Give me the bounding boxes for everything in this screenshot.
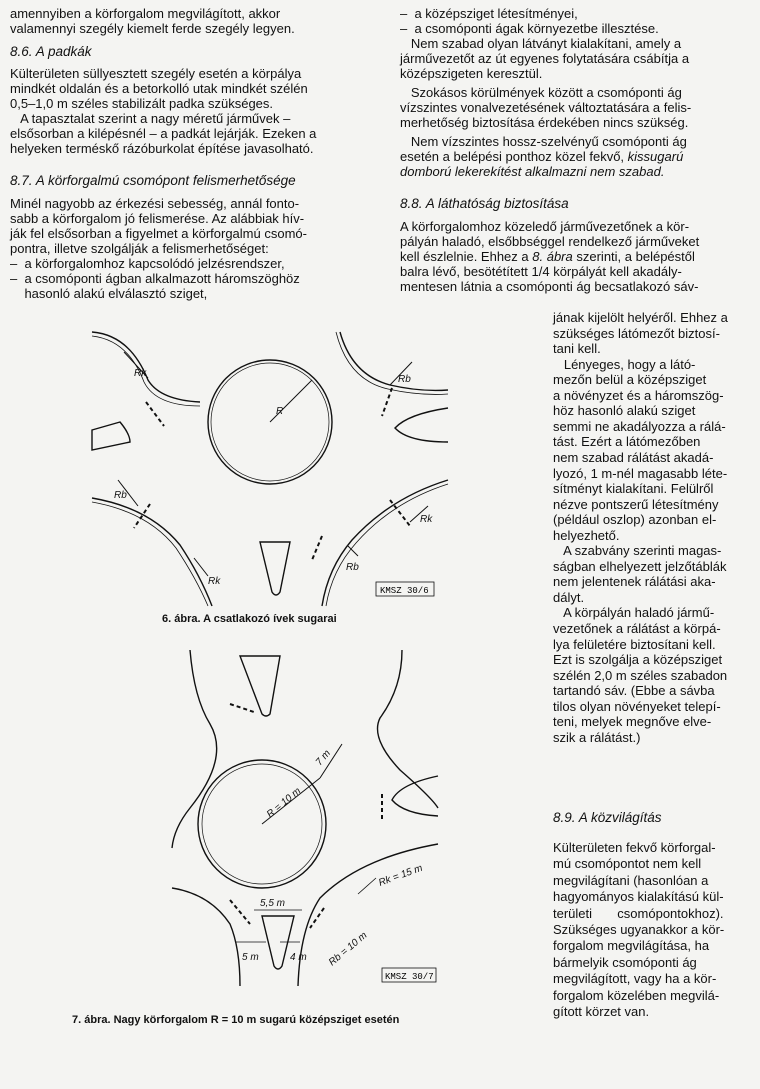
figure-7-caption: 7. ábra. Nagy körforgalom R = 10 m sugarú középsziget esetén xyxy=(72,1014,400,1026)
splitter-bottom xyxy=(260,542,290,595)
text-line: megvilágítani (hasonlóan a xyxy=(553,872,709,888)
text-line: ságban elhelyezett jelzőtáblák xyxy=(553,558,727,574)
text-line: vezetőnek a rálátást a körpá- xyxy=(553,621,721,636)
curb-bottom-left xyxy=(92,498,212,606)
text-line: megvilágított, vagy ha a kör- xyxy=(553,971,717,987)
text-line: lya felületére biztosítani kell. xyxy=(553,636,716,652)
text-line: valamennyi szegély kiemelt ferde szegély legyen. xyxy=(10,21,295,36)
text-line: mú csomópontot nem kell xyxy=(553,856,702,872)
text-line: középszigeten keresztül. xyxy=(400,66,543,81)
curb-top-left xyxy=(92,332,200,402)
text-line: Minél nagyobb az érkezési sebesség, annál fonto- xyxy=(10,196,300,211)
figure-7-drawing xyxy=(170,648,440,988)
text-line: Lényeges, hogy a látó- xyxy=(553,356,696,372)
text-line: Szükséges ugyanakkor a kör- xyxy=(553,922,725,937)
text-line: helyeken terméskő rázóburkolat építése javasolható. xyxy=(10,141,314,156)
text-line: Külterületen fekvő körforgal- xyxy=(553,840,716,855)
text-line: tartandó sáv. (Ebbe a sávba xyxy=(553,683,715,699)
label-r-10m: R = 10 m xyxy=(264,785,304,821)
text-line: pontra, illetve szolgálják a felismerhetőséget: xyxy=(10,241,269,256)
text-line: tilos olyan növényeket telepí- xyxy=(553,698,721,714)
text-line: mindkét oldalán és a betorkolló utak mindkét szélén xyxy=(10,81,308,96)
text-line: területi csomópontokhoz). xyxy=(553,905,724,921)
text-line: sítményt kialakítani. Felülről xyxy=(553,481,714,497)
text-line: mentesen látnia a csomóponti ág becsatlakozó sáv- xyxy=(400,279,699,294)
text-line: semmi ne akadályozza a rálá- xyxy=(553,418,726,434)
label-rb-bottom: Rb xyxy=(346,562,359,573)
text-line: merhetőség biztosítása érdekében nincs szükség. xyxy=(400,115,689,130)
text-line: bármelyik csomóponti ág xyxy=(553,954,697,970)
label-rb-top: Rb xyxy=(398,374,411,385)
text-line: tást. Ezért a látómezőben xyxy=(553,434,701,450)
text-line: 0,5–1,0 m széles stabilizált padka szükséges. xyxy=(10,96,274,111)
text-line: tani kell. xyxy=(553,341,601,357)
text-line: járművezetőt az út egyenes folytatására csábítja a xyxy=(400,51,690,66)
text-line: Ezt is szolgálja a középsziget xyxy=(553,652,723,668)
text-line: szik a rálátást.) xyxy=(553,729,641,745)
text-line: A tapasztalat szerint a nagy méretű járművek – xyxy=(10,111,291,126)
text-line: sabb a körforgalom jó felismerése. Az alábbiak hív- xyxy=(10,211,305,226)
text-line: hagyományos kialakítású kül- xyxy=(553,889,724,905)
text-line: jának kijelölt helyéről. Ehhez a xyxy=(553,310,728,325)
text-line: A szabvány szerinti magas- xyxy=(553,543,722,559)
list-item: hasonló alakú elválasztó sziget, xyxy=(10,286,208,301)
text-line: ják fel elsősorban a figyelmet a körforgalmú csomó- xyxy=(10,226,307,241)
label-rk-15m: Rk = 15 m xyxy=(377,862,425,889)
text-line: pályán haladó, elsőbbséggel rendelkező járműveket xyxy=(400,234,700,249)
text-line: Szokásos körülmények között a csomóponti ág xyxy=(400,85,682,100)
text-line xyxy=(400,149,683,164)
text-line: nézve pontszerű létesítmény xyxy=(553,496,719,512)
label-rb-left: Rb xyxy=(114,490,127,501)
curb-west xyxy=(172,650,217,848)
figure-6-caption: 6. ábra. A csatlakozó ívek sugarai xyxy=(162,613,337,625)
text-span: esetén a belépési ponthoz közel fekvő, xyxy=(400,149,625,164)
splitter-right xyxy=(395,408,448,442)
list-item: – a körforgalomhoz kapcsolódó jelzésrendszer, xyxy=(10,256,285,271)
list-item: – a csomóponti ágak környezetbe illesztése. xyxy=(400,21,659,36)
section-heading-8-6: 8.6. A padkák xyxy=(10,44,92,59)
text-line: mezőn belül a középsziget xyxy=(553,372,707,388)
text-line: höz hasonló alakú sziget xyxy=(553,403,696,419)
text-line: forgalom megvilágítása, ha xyxy=(553,938,710,954)
figure-ref: 8. ábra xyxy=(532,249,573,264)
text-line: helyezhető. xyxy=(553,527,620,543)
section-heading-8-7: 8.7. A körforgalmú csomópont felismerhetősége xyxy=(10,173,296,188)
text-line: a növényzet és a háromszög- xyxy=(553,387,724,403)
text-line: amennyiben a körforgalom megvilágított, akkor xyxy=(10,6,281,21)
text-line: A körforgalomhoz közeledő járművezetőnek a kör- xyxy=(400,219,690,234)
label-rb-10m: Rb = 10 m xyxy=(326,930,370,969)
list-item: – a csomóponti ágban alkalmazott háromszöghöz xyxy=(10,271,300,286)
text-line: nem szabad rálátást akadá- xyxy=(553,449,714,465)
text-line: (például oszlop) azonban el- xyxy=(553,512,717,528)
curb-south-west xyxy=(172,888,240,986)
text-line: A körpályán haladó jármű- xyxy=(553,605,715,621)
text-line: Nem vízszintes hossz-szelvényű csomóponti ág xyxy=(400,134,687,149)
text-line: Nem szabad olyan látványt kialakítani, amely a xyxy=(400,36,682,51)
italic-line: domború lekerekítést alkalmazni nem szabad. xyxy=(400,164,665,179)
label-rk-bottom: Rk xyxy=(208,576,221,587)
text-line: Külterületen süllyesztett szegély esetén a körpálya xyxy=(10,66,302,81)
text-line: teni, melyek megnőve elve- xyxy=(553,714,712,730)
splitter-east xyxy=(392,776,438,816)
text-span: szerinti, a belépéstől xyxy=(576,249,695,264)
label-7m: 7 m xyxy=(313,748,334,768)
text-line: forgalom közelében megvilá- xyxy=(553,987,720,1003)
text-line: dályt. xyxy=(553,589,585,605)
section-heading-8-8: 8.8. A láthatóság biztosítása xyxy=(400,196,569,211)
text-line xyxy=(400,249,695,264)
figure-6-stamp: KMSZ 30/6 xyxy=(380,586,429,596)
label-rk-right: Rk xyxy=(420,514,433,525)
text-line: szükséges látómezőt biztosí- xyxy=(553,325,720,341)
text-line: elsősorban a kilépésnél – a padkát lejárják. Ezeken a xyxy=(10,126,317,141)
text-span: kell észlelnie. Ehhez a xyxy=(400,249,529,264)
text-line: nem jelentenek rálátási aka- xyxy=(553,574,716,590)
list-item: – a középsziget létesítményei, xyxy=(400,6,578,21)
splitter-north xyxy=(240,656,280,716)
label-5-5m: 5,5 m xyxy=(260,898,286,909)
label-rk-top: Rk xyxy=(134,368,147,379)
text-line: vízszintes vonalvezetésének változtatására a felis- xyxy=(400,100,692,115)
splitter-left xyxy=(92,422,130,450)
curb-east xyxy=(378,650,439,808)
text-line: balra lévő, besötétített 1/4 körpályát kell akadály- xyxy=(400,264,682,279)
curb-top-right xyxy=(340,332,448,390)
italic-span: kissugarú xyxy=(627,149,684,164)
figure-7-stamp: KMSZ 30/7 xyxy=(385,972,434,982)
text-line: szélén 2,0 m széles szabadon xyxy=(553,667,728,683)
label-5m: 5 m xyxy=(242,952,259,963)
label-r: R xyxy=(276,406,284,417)
label-4m: 4 m xyxy=(290,952,307,963)
section-heading-8-9: 8.9. A közvilágítás xyxy=(553,810,662,825)
figure-6-drawing xyxy=(90,330,450,608)
text-line: lyozó, 1 m-nél magasabb léte- xyxy=(553,465,728,481)
text-line: gított körzet van. xyxy=(553,1004,650,1019)
